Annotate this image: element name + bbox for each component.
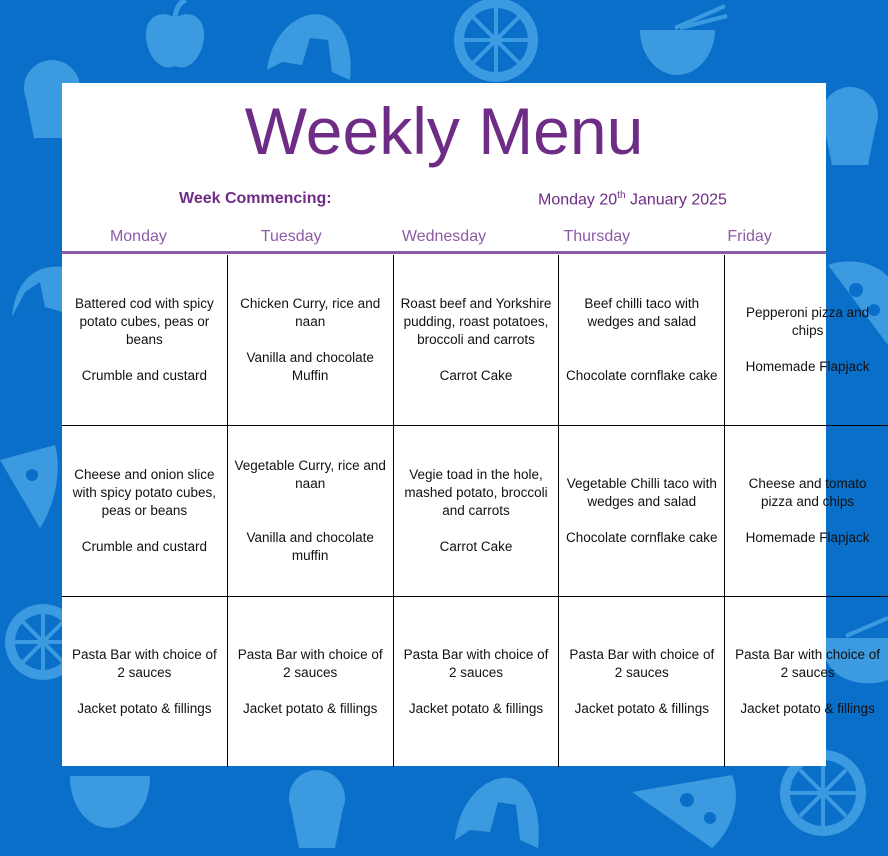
noodle-bowl-icon <box>65 766 160 846</box>
dessert: Jacket potato & fillings <box>574 701 709 716</box>
main-dish: Cheese and tomato pizza and chips <box>748 476 867 509</box>
menu-table <box>62 255 888 767</box>
main-dish: Vegetable Curry, rice and naan <box>234 458 386 491</box>
cupcake-icon <box>275 770 360 850</box>
menu-cell-tuesday <box>227 597 393 768</box>
menu-cell-thursday <box>559 255 725 426</box>
dessert: Carrot Cake <box>439 368 513 383</box>
main-dish: Vegetable Chilli taco with wedges and salad <box>566 476 717 509</box>
croissant-icon <box>450 770 545 850</box>
menu-cell-wednesday <box>393 597 559 768</box>
dessert: Chocolate cornflake cake <box>565 368 718 383</box>
orange-slice-icon <box>5 600 67 685</box>
dessert: Vanilla and chocolate muffin <box>246 530 374 563</box>
menu-card <box>62 83 880 766</box>
menu-cell-friday <box>725 597 888 768</box>
dessert: Homemade Flapjack <box>745 359 870 374</box>
menu-cell-thursday <box>559 426 725 597</box>
main-dish: Roast beef and Yorkshire pudding, roast potatoes, broccoli and carrots <box>400 296 552 347</box>
dessert: Crumble and custard <box>81 539 208 554</box>
dessert: Vanilla and chocolate Muffin <box>246 350 374 383</box>
main-dish: Pasta Bar with choice of 2 sauces <box>237 647 383 680</box>
dessert: Jacket potato & fillings <box>243 701 378 716</box>
dessert: Chocolate cornflake cake <box>565 530 718 545</box>
dessert: Jacket potato & fillings <box>740 701 875 716</box>
main-dish: Pasta Bar with choice of 2 sauces <box>71 647 217 680</box>
noodle-bowl-icon <box>635 0 730 78</box>
pizza-slice-icon <box>0 440 62 530</box>
main-dish: Pasta Bar with choice of 2 sauces <box>403 647 549 680</box>
page-title: Weekly Menu <box>244 94 644 168</box>
day-header-thursday: Thursday <box>563 228 631 245</box>
dessert: Jacket potato & fillings <box>77 701 212 716</box>
menu-cell-friday <box>725 255 888 426</box>
main-dish: Chicken Curry, rice and naan <box>240 296 381 329</box>
menu-row <box>62 597 888 768</box>
week-commencing-label: Week Commencing: <box>179 190 332 207</box>
day-header-tuesday: Tuesday <box>260 228 322 245</box>
main-dish: Vegie toad in the hole, mashed potato, broccoli and carrots <box>404 467 548 518</box>
dessert: Jacket potato & fillings <box>408 701 544 716</box>
day-header-wednesday: Wednesday <box>401 228 487 245</box>
menu-cell-wednesday <box>393 426 559 597</box>
week-date-ordinal: th <box>617 190 626 201</box>
day-headers <box>62 228 826 248</box>
main-dish: Pasta Bar with choice of 2 sauces <box>569 647 715 680</box>
week-date-month-year: January 2025 <box>625 191 727 209</box>
main-dish: Pepperoni pizza and chips <box>746 305 870 338</box>
week-commencing-date <box>538 190 727 209</box>
pizza-slice-icon <box>632 770 742 850</box>
menu-cell-monday <box>62 426 227 597</box>
day-header-monday: Monday <box>109 228 167 245</box>
croissant-icon <box>262 10 357 85</box>
menu-cell-monday <box>62 255 227 426</box>
menu-cell-tuesday <box>227 426 393 597</box>
main-dish: Beef chilli taco with wedges and salad <box>584 296 700 329</box>
menu-cell-tuesday <box>227 255 393 426</box>
week-date-day: Monday 20 <box>538 191 618 209</box>
dessert: Crumble and custard <box>81 368 208 383</box>
main-dish: Battered cod with spicy potato cubes, peas or beans <box>74 296 214 347</box>
header-divider <box>62 251 826 254</box>
menu-cell-thursday <box>559 597 725 768</box>
main-dish: Cheese and onion slice with spicy potato cubes, peas or beans <box>72 467 217 518</box>
menu-cell-monday <box>62 597 227 768</box>
dessert: Carrot Cake <box>439 539 513 554</box>
dessert: Homemade Flapjack <box>745 530 870 545</box>
main-dish: Pasta Bar with choice of 2 sauces <box>735 647 880 680</box>
day-header-friday: Friday <box>727 228 772 245</box>
menu-row <box>62 426 888 597</box>
menu-cell-wednesday <box>393 255 559 426</box>
menu-row <box>62 255 888 426</box>
menu-cell-friday <box>725 426 888 597</box>
croissant-icon <box>10 262 65 322</box>
apple-icon <box>140 0 210 75</box>
orange-slice-icon <box>450 0 542 85</box>
